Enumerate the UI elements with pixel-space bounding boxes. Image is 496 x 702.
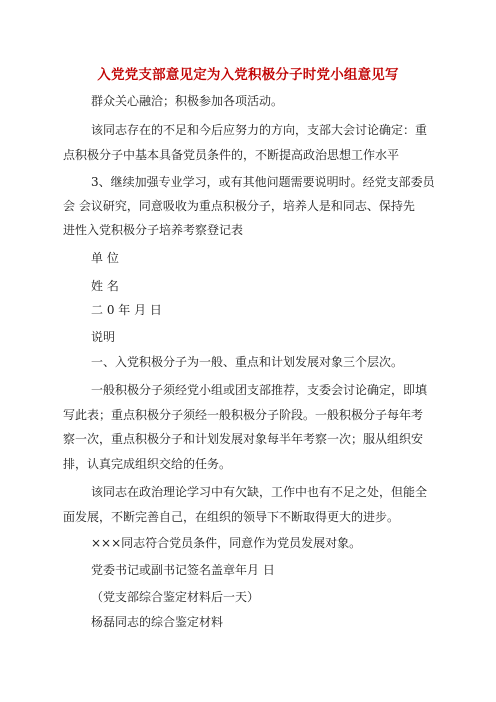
paragraph-line: 杨磊同志的综合鉴定材料 [91,615,224,629]
paragraph-line: 一、入党积极分子为一般、重点和计划发展对象三个层次。 [91,355,404,369]
section-heading: 说明 [91,330,116,344]
field-label-name: 姓 名 [91,279,119,293]
field-label-unit: 单 位 [91,251,119,265]
date-line: 二 0 年 月 日 [91,303,162,317]
paragraph-line: 3、继续加强专业学习，或有其他问题需要说明时。经党支部委员 [91,175,435,189]
document-title: 入党党支部意见定为入党积极分子时党小组意见写 [97,67,399,83]
signature-line: 党委书记或副书记签名盖章年月 日 [91,563,275,577]
paragraph-line: ×××同志符合党员条件，同意作为党员发展对象。 [91,536,362,550]
paragraph-line: 点积极分子中基本具备党员条件的，不断提高政治思想工作水平 [63,148,400,162]
paragraph-line: 会 会议研究，同意吸收为重点积极分子，培养人是和同志、保持先 [63,199,415,213]
paragraph-line: 写此表；重点积极分子须经一般积极分子阶段。一般积极分子每年考 [63,408,424,422]
paragraph-line: 该同志存在的不足和今后应努力的方向，支部大会讨论确定：重 [91,123,428,137]
paragraph-line: 排，认真完成组织交给的任务。 [63,457,232,471]
paragraph-line: 察一次，重点积极分子和计划发展对象每半年考察一次；服从组织安 [63,432,424,446]
paragraph-line: 面发展，不断完善自己，在组织的领导下不断取得更大的进步。 [63,510,400,524]
paragraph-line: 群众关心融洽；积极参加各项活动。 [91,94,284,108]
paragraph-line: 一般积极分子须经党小组或团支部推荐，支委会讨论确定，即填 [91,383,428,397]
paragraph-line: 进性入党积极分子培养考察登记表 [63,223,244,237]
paragraph-line: 该同志在政治理论学习中有欠缺，工作中也有不足之处，但能全 [91,485,428,499]
paragraph-line: （党支部综合鉴定材料后一天） [91,590,260,604]
